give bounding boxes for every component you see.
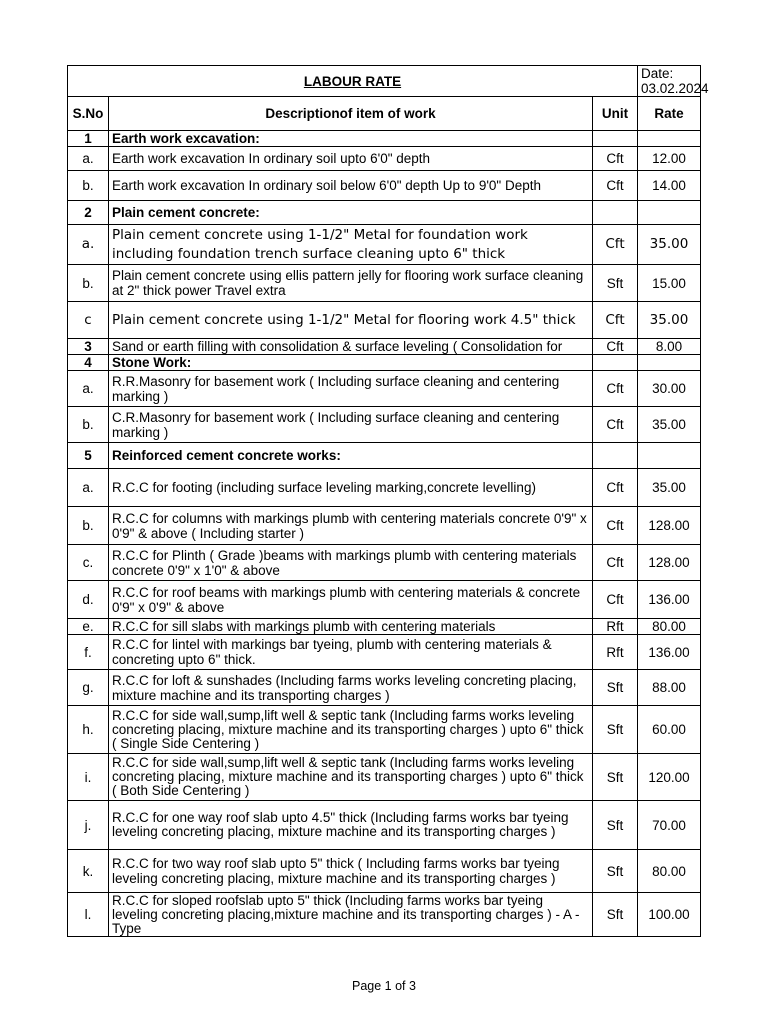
row-description: Sand or earth filling with consolidation & surface leveling ( Consolidation for bbox=[109, 339, 593, 355]
table-row bbox=[68, 545, 701, 581]
row-unit: Sft bbox=[593, 265, 638, 302]
table-row bbox=[68, 355, 701, 371]
row-unit: Cft bbox=[593, 147, 638, 171]
row-description: R.C.C for one way roof slab upto 4.5" thick (Including farms works bar tyeing leveling concreting placing, mixture machine and its transporting charges ) bbox=[109, 801, 593, 850]
row-sno: l. bbox=[68, 893, 109, 937]
row-sno: d. bbox=[68, 581, 109, 619]
row-sno: b. bbox=[68, 265, 109, 302]
row-rate: 120.00 bbox=[638, 754, 701, 801]
row-unit: Sft bbox=[593, 754, 638, 801]
table-row bbox=[68, 171, 701, 201]
row-unit: Cft bbox=[593, 545, 638, 581]
row-rate bbox=[638, 201, 701, 225]
row-rate: 128.00 bbox=[638, 507, 701, 545]
table-row bbox=[68, 302, 701, 339]
row-sno: e. bbox=[68, 619, 109, 635]
row-unit: Rft bbox=[593, 635, 638, 670]
row-unit: Cft bbox=[593, 339, 638, 355]
table-row bbox=[68, 893, 701, 937]
row-description: Reinforced cement concrete works: bbox=[109, 443, 593, 469]
row-rate bbox=[638, 131, 701, 147]
table-row bbox=[68, 339, 701, 355]
row-unit: Cft bbox=[593, 171, 638, 201]
row-rate: 128.00 bbox=[638, 545, 701, 581]
table-row bbox=[68, 581, 701, 619]
row-sno: b. bbox=[68, 407, 109, 443]
col-header-sno: S.No bbox=[68, 97, 109, 131]
row-sno: c. bbox=[68, 545, 109, 581]
column-header-row bbox=[68, 97, 701, 131]
row-description: R.R.Masonry for basement work ( Including surface cleaning and centering marking ) bbox=[109, 371, 593, 407]
row-sno: 4 bbox=[68, 355, 109, 371]
row-rate: 35.00 bbox=[638, 302, 701, 339]
row-unit bbox=[593, 131, 638, 147]
table-row bbox=[68, 201, 701, 225]
row-rate: 35.00 bbox=[638, 469, 701, 507]
row-description: R.C.C for footing (including surface leveling marking,concrete levelling) bbox=[109, 469, 593, 507]
row-description: R.C.C for roof beams with markings plumb with centering materials & concrete 0'9" x 0'9" & above bbox=[109, 581, 593, 619]
row-sno: h. bbox=[68, 706, 109, 754]
row-sno: a. bbox=[68, 225, 109, 265]
table-row bbox=[68, 407, 701, 443]
row-sno: a. bbox=[68, 469, 109, 507]
row-rate: 8.00 bbox=[638, 339, 701, 355]
row-description: Earth work excavation In ordinary soil upto 6'0" depth bbox=[109, 147, 593, 171]
row-description: R.C.C for sill slabs with markings plumb with centering materials bbox=[109, 619, 593, 635]
row-unit: Sft bbox=[593, 670, 638, 706]
row-description: R.C.C for Plinth ( Grade )beams with markings plumb with centering materials concrete 0'9" x 1'0" & above bbox=[109, 545, 593, 581]
table-row bbox=[68, 619, 701, 635]
col-header-description: Descriptionof item of work bbox=[109, 97, 593, 131]
row-sno: c bbox=[68, 302, 109, 339]
row-description: R.C.C for loft & sunshades (Including farms works leveling concreting placing, mixture machine and its transporting charges ) bbox=[109, 670, 593, 706]
table-row bbox=[68, 131, 701, 147]
table-row bbox=[68, 225, 701, 265]
row-description: R.C.C for sloped roofslab upto 5" thick (Including farms works bar tyeing leveling concreting placing,mixture machine and its transporting charges ) - A - Type bbox=[109, 893, 593, 937]
table-row bbox=[68, 670, 701, 706]
row-rate bbox=[638, 355, 701, 371]
row-description: Plain cement concrete using 1-1/2" Metal for foundation work including foundation trench surface cleaning upto 6" thick bbox=[109, 225, 593, 265]
table-row bbox=[68, 850, 701, 893]
row-rate: 35.00 bbox=[638, 407, 701, 443]
row-unit: Sft bbox=[593, 850, 638, 893]
col-header-rate: Rate bbox=[638, 97, 701, 131]
row-unit: Cft bbox=[593, 225, 638, 265]
table-row bbox=[68, 507, 701, 545]
row-unit bbox=[593, 355, 638, 371]
row-sno: 2 bbox=[68, 201, 109, 225]
row-sno: 5 bbox=[68, 443, 109, 469]
row-unit: Cft bbox=[593, 469, 638, 507]
row-sno: 1 bbox=[68, 131, 109, 147]
row-rate: 88.00 bbox=[638, 670, 701, 706]
row-unit: Sft bbox=[593, 706, 638, 754]
col-header-unit: Unit bbox=[593, 97, 638, 131]
row-rate bbox=[638, 443, 701, 469]
row-rate: 35.00 bbox=[638, 225, 701, 265]
table-title: LABOUR RATE bbox=[68, 66, 638, 97]
row-rate: 70.00 bbox=[638, 801, 701, 850]
row-sno: 3 bbox=[68, 339, 109, 355]
row-unit: Rft bbox=[593, 619, 638, 635]
row-sno: j. bbox=[68, 801, 109, 850]
row-unit: Cft bbox=[593, 507, 638, 545]
row-description: Plain cement concrete: bbox=[109, 201, 593, 225]
row-unit: Cft bbox=[593, 581, 638, 619]
table-row bbox=[68, 371, 701, 407]
row-unit bbox=[593, 443, 638, 469]
table-row bbox=[68, 147, 701, 171]
table-row bbox=[68, 265, 701, 302]
row-rate: 14.00 bbox=[638, 171, 701, 201]
row-description: R.C.C for side wall,sump,lift well & septic tank (Including farms works leveling concreting placing, mixture machine and its transporting charges ) upto 6" thick ( Both Side Centering ) bbox=[109, 754, 593, 801]
row-sno: f. bbox=[68, 635, 109, 670]
row-unit: Sft bbox=[593, 893, 638, 937]
labour-rate-table bbox=[67, 65, 709, 937]
row-description: Stone Work: bbox=[109, 355, 593, 371]
row-rate: 30.00 bbox=[638, 371, 701, 407]
row-sno: i. bbox=[68, 754, 109, 801]
table-row bbox=[68, 706, 701, 754]
row-rate: 60.00 bbox=[638, 706, 701, 754]
row-unit bbox=[593, 201, 638, 225]
row-description: Plain cement concrete using 1-1/2" Metal for flooring work 4.5" thick bbox=[109, 302, 593, 339]
row-description: R.C.C for two way roof slab upto 5" thick ( Including farms works bar tyeing leveling concreting placing, mixture machine and its transporting charges ) bbox=[109, 850, 593, 893]
row-rate: 80.00 bbox=[638, 850, 701, 893]
page-number: Page 1 of 3 bbox=[352, 979, 416, 993]
row-description: R.C.C for lintel with markings bar tyeing, plumb with centering materials & concreting upto 6" thick. bbox=[109, 635, 593, 670]
table-row bbox=[68, 754, 701, 801]
row-rate: 80.00 bbox=[638, 619, 701, 635]
row-rate: 136.00 bbox=[638, 635, 701, 670]
table-row bbox=[68, 635, 701, 670]
row-unit: Sft bbox=[593, 801, 638, 850]
row-rate: 136.00 bbox=[638, 581, 701, 619]
row-description: C.R.Masonry for basement work ( Including surface cleaning and centering marking ) bbox=[109, 407, 593, 443]
row-sno: a. bbox=[68, 371, 109, 407]
row-unit: Cft bbox=[593, 371, 638, 407]
table-row bbox=[68, 469, 701, 507]
row-description: Plain cement concrete using ellis pattern jelly for flooring work surface cleaning at 2" thick power Travel extra bbox=[109, 265, 593, 302]
row-description: Earth work excavation: bbox=[109, 131, 593, 147]
title-row bbox=[68, 66, 701, 97]
table-row bbox=[68, 801, 701, 850]
row-rate: 12.00 bbox=[638, 147, 701, 171]
row-unit: Cft bbox=[593, 407, 638, 443]
row-description: Earth work excavation In ordinary soil below 6'0" depth Up to 9'0" Depth bbox=[109, 171, 593, 201]
row-sno: b. bbox=[68, 171, 109, 201]
row-rate: 100.00 bbox=[638, 893, 701, 937]
row-description: R.C.C for columns with markings plumb with centering materials concrete 0'9" x 0'9" & above ( Including starter ) bbox=[109, 507, 593, 545]
row-sno: a. bbox=[68, 147, 109, 171]
row-sno: b. bbox=[68, 507, 109, 545]
row-unit: Cft bbox=[593, 302, 638, 339]
row-description: R.C.C for side wall,sump,lift well & septic tank (Including farms works leveling concreting placing, mixture machine and its transporting charges ) upto 6" thick ( Single Side Centering ) bbox=[109, 706, 593, 754]
date-label: Date: 03.02.2024 bbox=[638, 66, 701, 97]
row-sno: k. bbox=[68, 850, 109, 893]
row-sno: g. bbox=[68, 670, 109, 706]
table-row bbox=[68, 443, 701, 469]
row-rate: 15.00 bbox=[638, 265, 701, 302]
